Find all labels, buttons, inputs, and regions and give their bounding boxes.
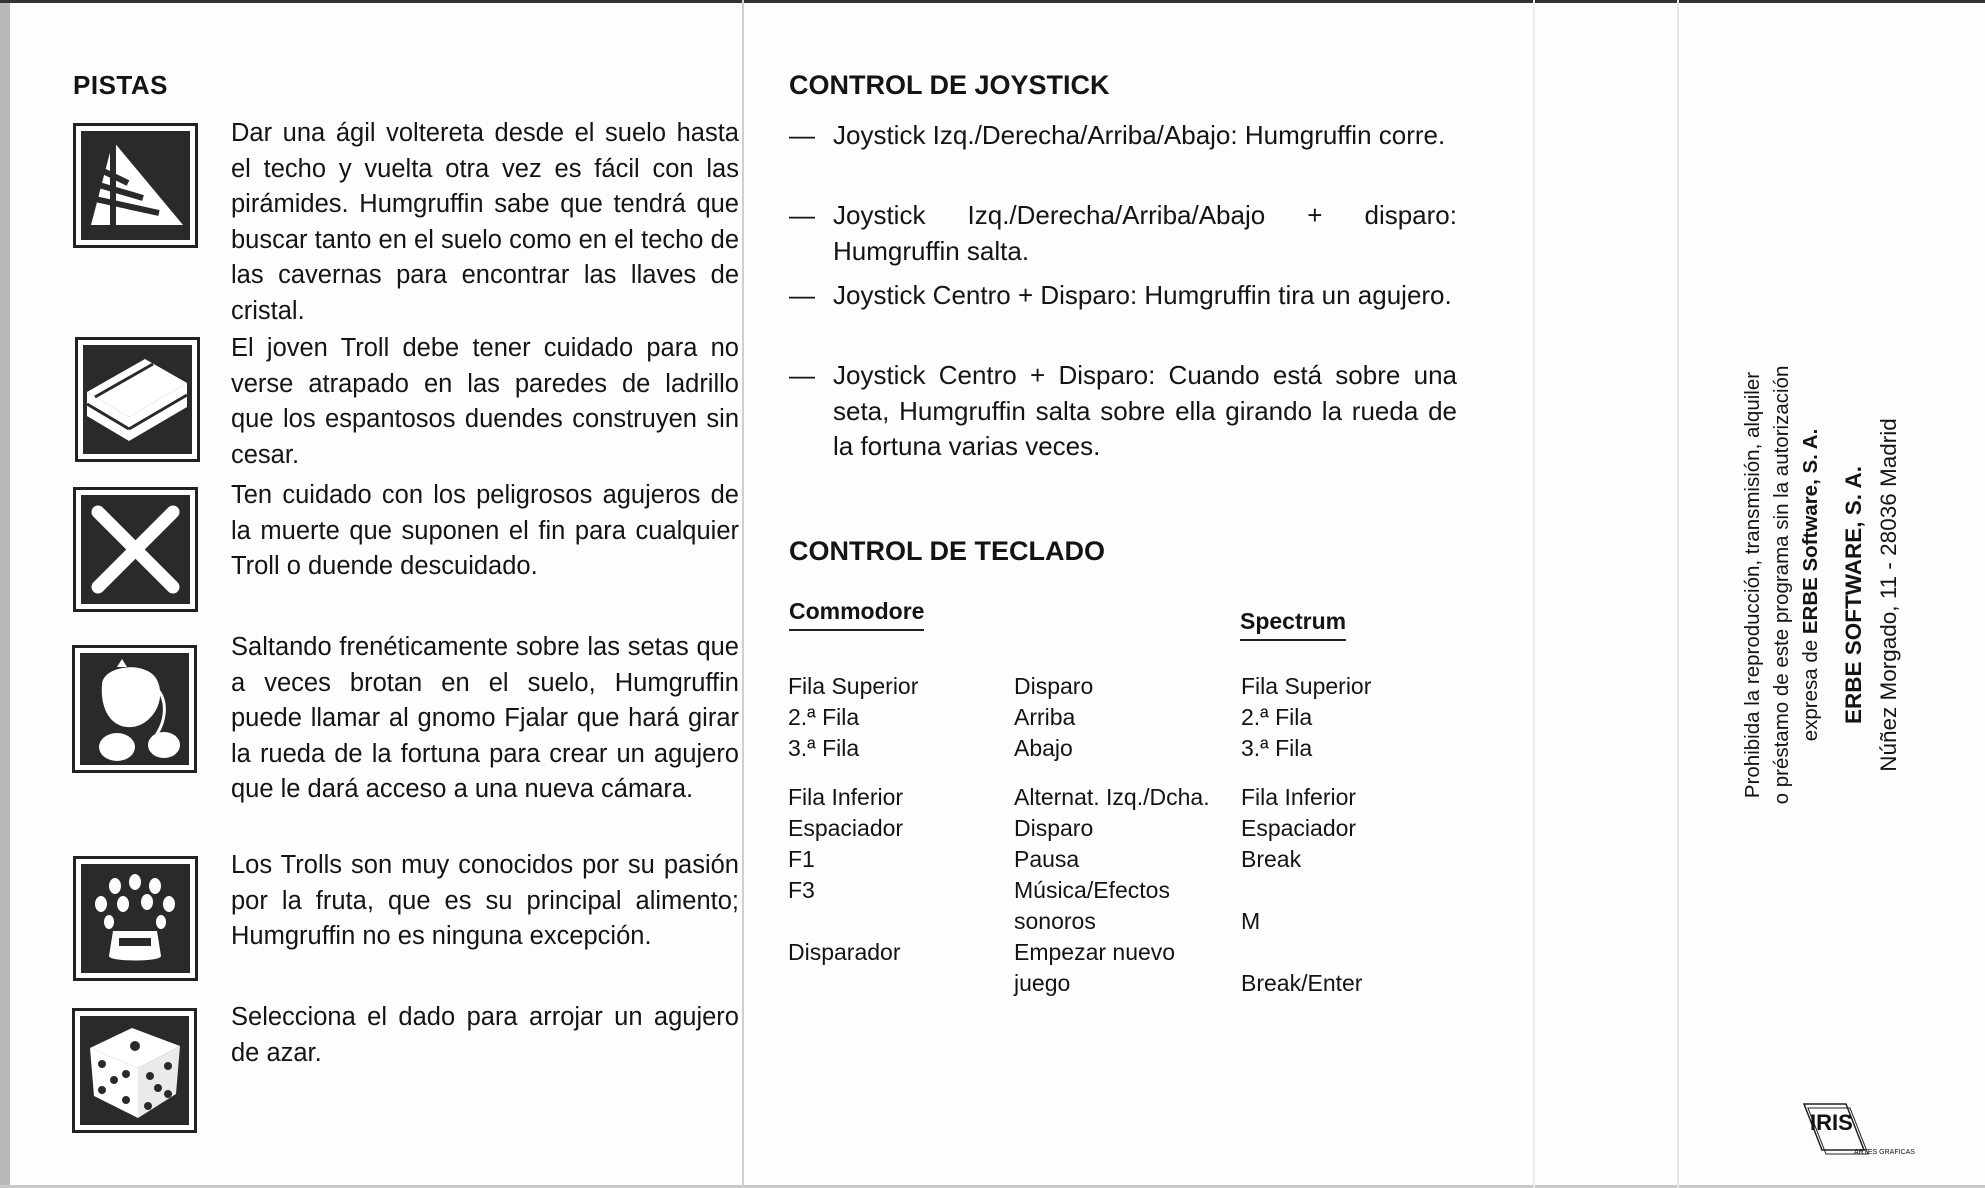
- action-label: sonoros: [1014, 908, 1096, 934]
- list-dash: —: [789, 200, 815, 230]
- spectrum-header: Spectrum: [1240, 608, 1346, 641]
- mushroom-gnome-icon: [72, 645, 197, 773]
- header-underline: [789, 629, 924, 631]
- joystick-item-text: Joystick Izq./Derecha/Arriba/Abajo: Humgruffin corre.: [833, 120, 1446, 150]
- action-label: juego: [1014, 970, 1071, 996]
- list-dash: —: [789, 120, 815, 150]
- hint-text-3: Ten cuidado con los peligrosos agujeros de la muerte que suponen el fin para cualquier Troll o duende descuidado.: [231, 481, 739, 581]
- joystick-item-text: Joystick Izq./Derecha/Arriba/Abajo + disparo: Humgruffin salta.: [833, 200, 1457, 266]
- hint-text-1: Dar una ágil voltereta desde el suelo hasta el techo y vuelta otra vez es fácil con las pirámides. Humgruffin sabe que tendrá que buscar tanto en el suelo como en el techo de las cavernas para encontrar las llaves de cristal.: [231, 119, 739, 325]
- brick-wall-icon: [75, 337, 200, 462]
- page-edge-left: [0, 0, 10, 1188]
- publisher-name: ERBE SOFTWARE, S. A.: [1841, 466, 1866, 724]
- keyboard-title: CONTROL DE TECLADO: [789, 536, 1105, 566]
- commodore-key: Espaciador: [788, 815, 904, 841]
- printer-logo: [1800, 1100, 1920, 1160]
- logo-subtitle: ARTES GRAFICAS: [1854, 1149, 1915, 1156]
- joystick-item-text: Joystick Centro + Disparo: Humgruffin tira un agujero.: [833, 280, 1452, 310]
- commodore-key: F1: [788, 846, 815, 872]
- legal-notice: Prohibida la reproducción, transmisión, alquiler o préstamo de este programa sin la autorización expresa de ERBE Software, S. A.: [1741, 365, 1822, 805]
- page-edge-top: [0, 0, 1985, 3]
- logo-text: IRIS: [1810, 1110, 1853, 1135]
- action-label: Música/Efectos: [1014, 877, 1170, 903]
- commodore-key: Fila Superior: [788, 673, 919, 699]
- list-dash: —: [789, 360, 815, 390]
- commodore-key: Disparador: [788, 939, 901, 965]
- commodore-header: Commodore: [789, 598, 924, 631]
- commodore-key: 2.ª Fila: [788, 704, 860, 730]
- joystick-title: CONTROL DE JOYSTICK: [789, 70, 1110, 100]
- spectrum-key: Break: [1241, 846, 1302, 872]
- spectrum-key: 3.ª Fila: [1241, 735, 1313, 761]
- action-label: Abajo: [1014, 735, 1073, 761]
- hint-text-5: Los Trolls son muy conocidos por su pasión por la fruta, que es su principal alimento; Humgruffin no es ninguna excepción.: [231, 851, 739, 951]
- hint-text-4: Saltando frenéticamente sobre las setas que a veces brotan en el suelo, Humgruffin puede llamar al gnomo Fjalar que hará girar la rueda de la fortuna para crear un agujero que le dará acceso a una nueva cámara.: [231, 633, 739, 804]
- action-label: Disparo: [1014, 673, 1094, 699]
- action-label: Alternat. Izq./Dcha.: [1014, 784, 1210, 810]
- list-dash: —: [789, 280, 815, 310]
- spectrum-key: Break/Enter: [1241, 970, 1363, 996]
- spectrum-key: M: [1241, 908, 1261, 934]
- commodore-key: 3.ª Fila: [788, 735, 860, 761]
- spectrum-key: 2.ª Fila: [1241, 704, 1313, 730]
- pyramid-icon: [73, 123, 198, 248]
- header-underline: [1240, 639, 1346, 641]
- fruit-bowl-icon: [73, 856, 198, 981]
- hint-text-2: El joven Troll debe tener cuidado para no verse atrapado en las paredes de ladrillo que los espantosos duendes construyen sin cesar.: [231, 334, 739, 469]
- publisher-block: [1836, 385, 1906, 805]
- action-label: Disparo: [1014, 815, 1094, 841]
- hints-title: PISTAS: [73, 70, 168, 100]
- commodore-key: F3: [788, 877, 815, 903]
- fold-line-2: [1533, 0, 1535, 1188]
- spectrum-key: Fila Superior: [1241, 673, 1372, 699]
- fold-line-3: [1677, 0, 1679, 1188]
- action-label: Empezar nuevo: [1014, 939, 1176, 965]
- hint-text-6: Selecciona el dado para arrojar un agujero de azar.: [231, 1003, 739, 1067]
- spectrum-key: Espaciador: [1241, 815, 1357, 841]
- joystick-item-text: Joystick Centro + Disparo: Cuando está sobre una seta, Humgruffin salta sobre ella girando la rueda de la fortuna varias veces.: [833, 360, 1457, 461]
- publisher-address: Núñez Morgado, 11 - 28036 Madrid: [1876, 418, 1901, 772]
- action-label: Arriba: [1014, 704, 1076, 730]
- commodore-key: Fila Inferior: [788, 784, 904, 810]
- cross-icon: [73, 487, 198, 612]
- action-label: Pausa: [1014, 846, 1080, 872]
- dice-icon: [72, 1008, 197, 1133]
- spectrum-key: Fila Inferior: [1241, 784, 1357, 810]
- fold-line-1: [742, 0, 744, 1188]
